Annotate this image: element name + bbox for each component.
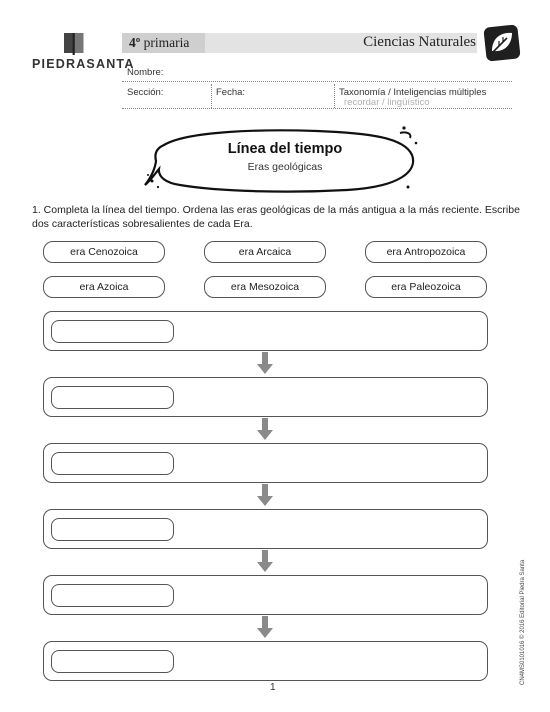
era-option[interactable]: era Antropozoica: [365, 241, 487, 263]
era-option[interactable]: era Cenozoica: [43, 241, 165, 263]
taxonomy-detail: recordar / lingüístico: [344, 97, 430, 108]
arrow-down-icon: [257, 550, 273, 572]
era-option[interactable]: era Arcaica: [204, 241, 326, 263]
era-answer-slot[interactable]: [51, 518, 174, 541]
section-field-line[interactable]: [122, 108, 512, 109]
page-number: 1: [270, 682, 276, 693]
copyright-credit: CN4MS0101016 © 2016 Editorial Piedra Santa: [520, 559, 526, 685]
arrow-down-icon: [257, 484, 273, 506]
book-logo-icon: [62, 33, 86, 55]
era-option[interactable]: era Mesozoica: [204, 276, 326, 298]
date-field-label: Fecha:: [216, 87, 246, 98]
arrow-down-icon: [257, 616, 273, 638]
publisher-logo: PIEDRASANTA: [32, 57, 135, 71]
subject-title: Ciencias Naturales: [363, 34, 476, 50]
era-answer-slot[interactable]: [51, 584, 174, 607]
arrow-down-icon: [257, 352, 273, 374]
era-answer-slot[interactable]: [51, 386, 174, 409]
era-answer-slot[interactable]: [51, 650, 174, 673]
grade-label: 4º primaria: [129, 35, 190, 50]
leaf-icon: [483, 24, 521, 62]
section-field-label: Sección:: [127, 87, 164, 98]
name-field-line[interactable]: [122, 81, 512, 82]
taxonomy-label: Taxonomía / Inteligencias múltiples: [339, 87, 487, 98]
worksheet-title: Línea del tiempo: [227, 141, 343, 157]
instructions-text: 1. Completa la línea del tiempo. Ordena las eras geológicas de la más antigua a la más reciente. Escribe dos características sobresalientes de cada Era.: [32, 204, 520, 230]
name-field-label: Nombre:: [127, 67, 164, 78]
era-option[interactable]: era Azoica: [43, 276, 165, 298]
era-option[interactable]: era Paleozoica: [365, 276, 487, 298]
worksheet-subtitle: Eras geológicas: [247, 161, 323, 173]
era-answer-slot[interactable]: [51, 320, 174, 343]
field-separator: [211, 84, 212, 108]
era-answer-slot[interactable]: [51, 452, 174, 475]
arrow-down-icon: [257, 418, 273, 440]
field-separator: [334, 84, 335, 108]
